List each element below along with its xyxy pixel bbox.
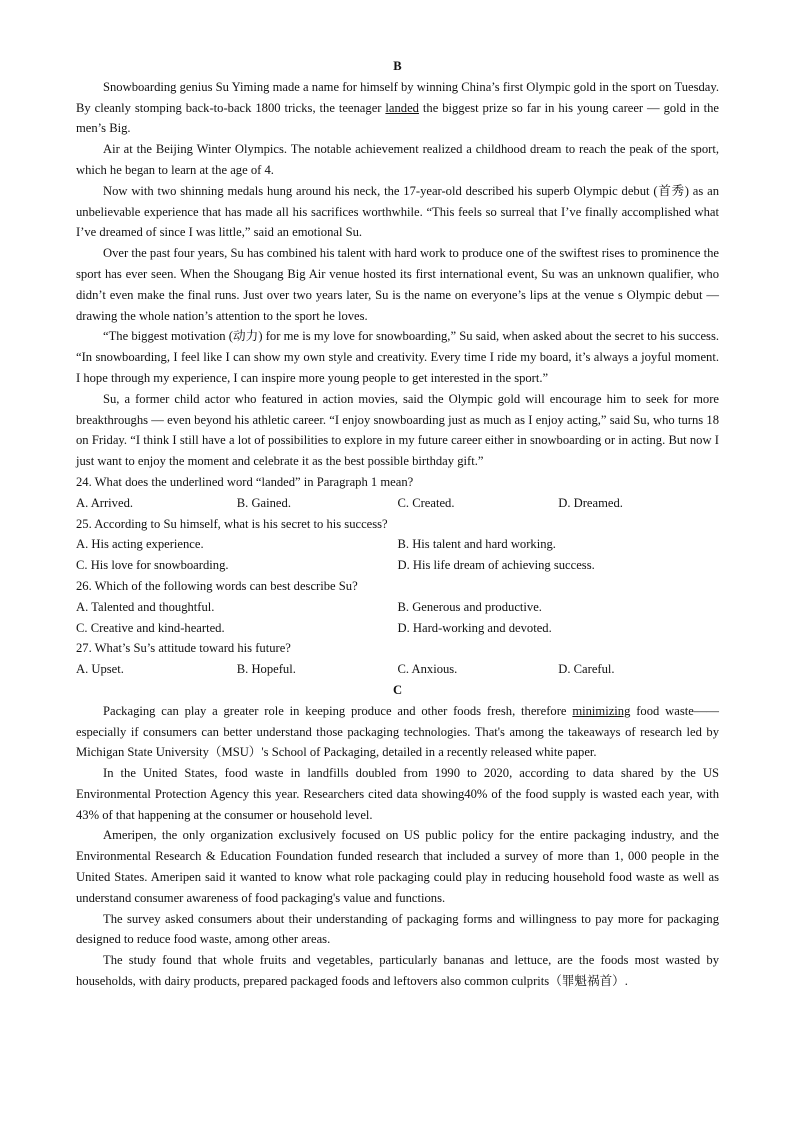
option-b: B. Hopeful. [236,662,296,677]
option-b: B. Gained. [236,495,291,510]
section-c-paragraph-5: The study found that whole fruits and vegetables, particularly bananas and lettuce, are the foods most wasted by households, with dairy products, prepared packaged foods and leftovers also common culprits（罪魁祸首）. [76,953,719,989]
section-b-title: B [393,59,402,73]
question-26-options-row-2 [76,618,719,639]
section-c-title: C [392,682,403,697]
option-c: C. His love for snowboarding. [76,558,229,573]
option-d: D. Careful. [558,662,615,677]
paragraph-text: Snowboarding genius Su Yiming made a name for himself by winning China’s first Olympic gold in the sport on Tuesday. By cleanly stomping back-to-back 1800 tricks, the teenager [76,79,719,115]
section-c-paragraph-4: The survey asked consumers about their understanding of packaging forms and willingness to pay more for packaging designed to reduce food waste, among other areas. [76,911,719,947]
paragraph-text: the biggest prize so far in his young career — gold in the men’s Big. [76,100,719,136]
option-a: A. Arrived. [76,495,134,510]
question-26: 26. Which of the following words can best describe Su? [76,578,358,593]
option-c: C. Anxious. [397,662,458,677]
option-d: D. Hard-working and devoted. [397,620,552,635]
option-b: B. His talent and hard working. [397,537,556,552]
option-a: A. Talented and thoughtful. [76,599,215,614]
option-d: D. His life dream of achieving success. [397,558,595,573]
paragraph-text: Packaging can play a greater role in keeping produce and other foods fresh, therefore [103,703,573,718]
section-b-paragraph-3: Now with two shinning medals hung around his neck, the 17-year-old described his superb Olympic debut (首秀) as an unbelievable experience that has made all his sacrifices worthwhile. “This feels so surreal that I’ve finally accomplished what I’ve dreamed of since I was little,” said an emotional Su. [76,183,719,240]
section-b-paragraph-6: Su, a former child actor who featured in action movies, said the Olympic gold will encourage him to seek for more breakthroughs — even beyond his athletic career. “I enjoy snowboarding just as much as I enjoy acting,” said Su, who turns 18 on Friday. “I think I still have a lot of possibilities to explore in my future career either in snowboarding or in acting. But now I just want to enjoy the moment and celebrate it as the best possible birthday gift.” [76,391,719,469]
section-c-paragraph-1 [76,701,719,763]
question-26-options-row-1 [76,597,719,618]
question-25-options-row-2 [76,555,719,576]
option-d: D. Dreamed. [558,495,623,510]
question-27: 27. What’s Su’s attitude toward his future? [76,641,291,656]
option-b: B. Generous and productive. [397,599,542,614]
section-c-paragraph-2: In the United States, food waste in landfills doubled from 1990 to 2020, according to data shared by the US Environmental Protection Agency this year. Researchers cited data showing40% of the food supply is wasted each year, with 43% of that happening at the consumer or household level. [76,766,719,822]
section-b-paragraph-2: Air at the Beijing Winter Olympics. The notable achievement realized a childhood dream to reach the peak of the sport, which he began to learn at the age of 4. [76,142,719,177]
section-c-paragraph-3: Ameripen, the only organization exclusively focused on US public policy for the entire packaging industry, and the Environmental Research & Education Foundation funded research that included a survey of more than 1, 000 people in the United States. Ameripen said it wanted to know what role packaging could play in reducing household food waste as well as understand consumer awareness of food packaging's value and functions. [76,828,719,905]
section-b-paragraph-4: Over the past four years, Su has combined his talent with hard work to produce one of the swiftest rises to prominence the sport has ever seen. When the Shougang Big Air venue hosted its first international event, Su was an unknown qualifier, who didn’t even make the final runs. Just over two years later, Su is the name on everyone’s lips at the venue s Olympic debut — drawing the whole nation’s attention to the sport he loves. [76,246,719,323]
question-24-options [76,493,719,514]
option-c: C. Created. [397,495,455,510]
question-27-options [76,659,719,680]
paragraph-text: food waste—— especially if consumers can better understand those packaging technologies. That's among the takeaways of research led by Michigan State University（MSU）'s School of Packaging, detailed in a recently released white paper. [76,703,720,760]
question-25-options-row-1 [76,534,719,555]
section-b-paragraph-5: “The biggest motivation (动力) for me is my love for snowboarding,” Su said, when asked about the secret to his success. “In snowboarding, I feel like I can show my own style and creativity. Every time I ride my board, it’s always a joyful moment. I hope through my experience, I can inspire more young people to get interested in the sport.” [76,329,719,385]
underlined-word-landed: landed [385,100,419,115]
option-a: A. Upset. [76,662,124,677]
option-c: C. Creative and kind-hearted. [76,620,225,635]
question-25: 25. According to Su himself, what is his secret to his success? [76,516,388,531]
underlined-word-minimizing: minimizing [572,703,631,718]
option-a: A. His acting experience. [76,537,204,552]
question-24: 24. What does the underlined word “landed” in Paragraph 1 mean? [76,474,414,489]
section-b-paragraph-1 [76,77,719,139]
exam-page [76,56,719,992]
